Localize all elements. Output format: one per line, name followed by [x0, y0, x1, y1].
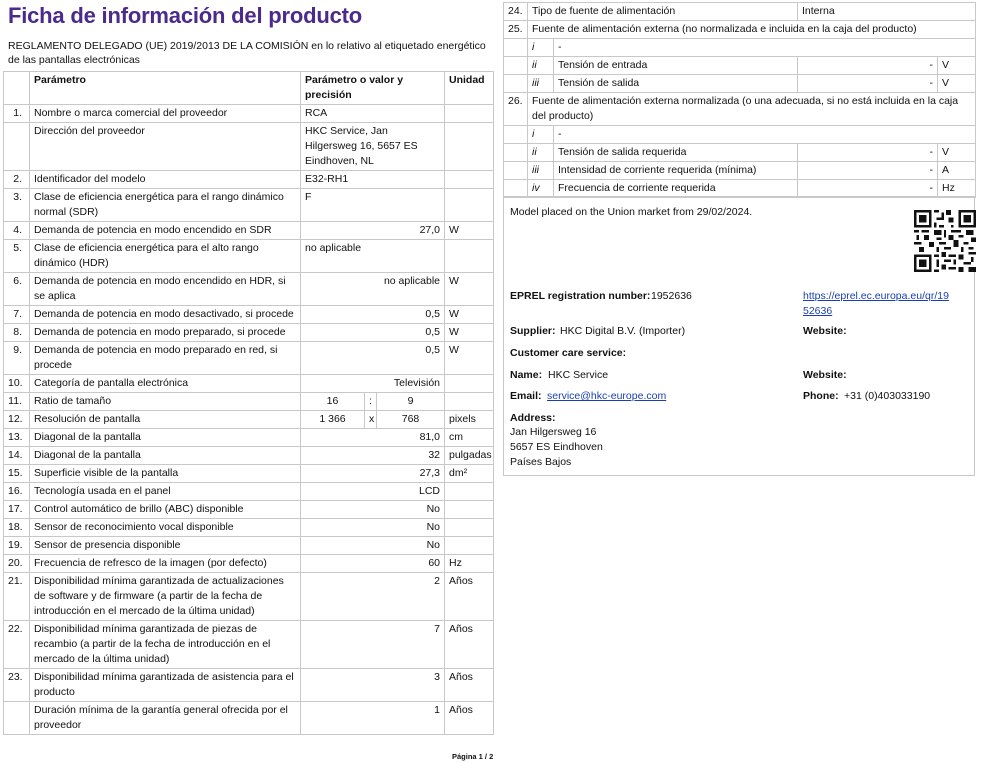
- table-row: iii Tensión de salida - V: [504, 75, 976, 93]
- email-label: Email:: [510, 390, 542, 402]
- table-row: 24. Tipo de fuente de alimentación Interna: [504, 3, 976, 21]
- table-row: 26. Fuente de alimentación externa normalizada (o una adecuada, si no está incluida en la caja del producto): [504, 93, 976, 126]
- table-row: 5. Clase de eficiencia energética para el alto rango dinámico (HDR) no aplicable: [4, 240, 494, 273]
- table-row: ii Tensión de entrada - V: [504, 57, 976, 75]
- table-row: 3. Clase de eficiencia energética para el rango dinámico normal (SDR) F: [4, 189, 494, 222]
- table-row: 1. Nombre o marca comercial del proveedor RCA: [4, 105, 494, 123]
- customer-care-label: Customer care service:: [510, 347, 627, 359]
- supplier-info-box: [503, 196, 975, 476]
- market-date-text: Model placed on the Union market from 29/02/2024.: [510, 206, 753, 218]
- table-row: 10. Categoría de pantalla electrónica Televisión: [4, 375, 494, 393]
- table-row: 18. Sensor de reconocimiento vocal disponible No: [4, 519, 494, 537]
- table-row: 16. Tecnología usada en el panel LCD: [4, 483, 494, 501]
- table-row: 12. Resolución de pantalla 1 366 x 768 pixels: [4, 411, 494, 429]
- table-row: Duración mínima de la garantía general ofrecida por el proveedor 1 Años: [4, 702, 494, 735]
- table-row: iv Frecuencia de corriente requerida - Hz: [504, 180, 976, 198]
- address-line-3: Países Bajos: [510, 456, 572, 468]
- regulation-subtitle: REGLAMENTO DELEGADO (UE) 2019/2013 DE LA COMISIÓN en lo relativo al etiquetado energético de las pantallas electrónicas: [8, 40, 486, 66]
- table-row: 15. Superficie visible de la pantalla 27,3 dm²: [4, 465, 494, 483]
- header-value: Parámetro o valor y precisión: [301, 72, 445, 105]
- address-line-2: 5657 ES Eindhoven: [510, 441, 603, 453]
- table-row: i -: [504, 126, 976, 144]
- address-label: Address:: [510, 412, 556, 424]
- address-line-1: Jan Hilgersweg 16: [510, 426, 597, 438]
- table-row: 7. Demanda de potencia en modo desactivado, si procede 0,5 W: [4, 306, 494, 324]
- table-row: 9. Demanda de potencia en modo preparado en red, si procede 0,5 W: [4, 342, 494, 375]
- table-row: Dirección del proveedor HKC Service, Jan Hilgersweg 16, 5657 ES Eindhoven, NL: [4, 123, 494, 171]
- table-row: 21. Disponibilidad mínima garantizada de actualizaciones de software y de firmware (a partir de la fecha de introducción en el mercado de la última unidad) 2 Años: [4, 573, 494, 621]
- table-row: 20. Frecuencia de refresco de la imagen (por defecto) 60 Hz: [4, 555, 494, 573]
- power-supply-table: [503, 2, 976, 198]
- name-value: HKC Service: [548, 369, 609, 381]
- phone-label: Phone:: [803, 390, 839, 402]
- website-label: Website:: [803, 325, 847, 337]
- table-row: 4. Demanda de potencia en modo encendido en SDR 27,0 W: [4, 222, 494, 240]
- table-row: 19. Sensor de presencia disponible No: [4, 537, 494, 555]
- table-row: i -: [504, 39, 976, 57]
- supplier-value: HKC Digital B.V. (Importer): [560, 325, 686, 337]
- table-row: 6. Demanda de potencia en modo encendido en HDR, si se aplica no aplicable W: [4, 273, 494, 306]
- page-title: Ficha de información del producto: [8, 3, 362, 28]
- supplier-label: Supplier:: [510, 325, 556, 337]
- page-number: Página 1 / 2: [452, 752, 494, 761]
- table-row: 23. Disponibilidad mínima garantizada de asistencia para el producto 3 Años: [4, 669, 494, 702]
- table-row: 17. Control automático de brillo (ABC) disponible No: [4, 501, 494, 519]
- table-row: 14. Diagonal de la pantalla 32 pulgadas: [4, 447, 494, 465]
- table-row: 8. Demanda de potencia en modo preparado, si procede 0,5 W: [4, 324, 494, 342]
- header-unit: Unidad: [445, 72, 494, 105]
- email-link[interactable]: service@hkc-europe.com: [547, 390, 667, 402]
- eprel-number: 1952636: [651, 290, 692, 302]
- table-row: 2. Identificador del modelo E32-RH1: [4, 171, 494, 189]
- qr-code-icon[interactable]: [914, 210, 976, 272]
- product-spec-table: [3, 71, 494, 735]
- table-row: 22. Disponibilidad mínima garantizada de piezas de recambio (a partir de la fecha de introducción en el mercado de la última unidad) 7 Años: [4, 621, 494, 669]
- table-header-row: [4, 72, 494, 105]
- header-param: Parámetro: [30, 72, 301, 105]
- eprel-link[interactable]: https://eprel.ec.europa.eu/qr/19 52636: [803, 290, 949, 317]
- table-row: ii Tensión de salida requerida - V: [504, 144, 976, 162]
- table-row: 11. Ratio de tamaño 16 : 9: [4, 393, 494, 411]
- eprel-label: EPREL registration number:: [510, 290, 651, 302]
- phone-value: +31 (0)403033190: [844, 390, 931, 402]
- table-row: iii Intensidad de corriente requerida (mínima) - A: [504, 162, 976, 180]
- table-row: 13. Diagonal de la pantalla 81,0 cm: [4, 429, 494, 447]
- name-label: Name:: [510, 369, 543, 381]
- table-row: 25. Fuente de alimentación externa (no normalizada e incluida en la caja del producto): [504, 21, 976, 39]
- website2-label: Website:: [803, 369, 847, 381]
